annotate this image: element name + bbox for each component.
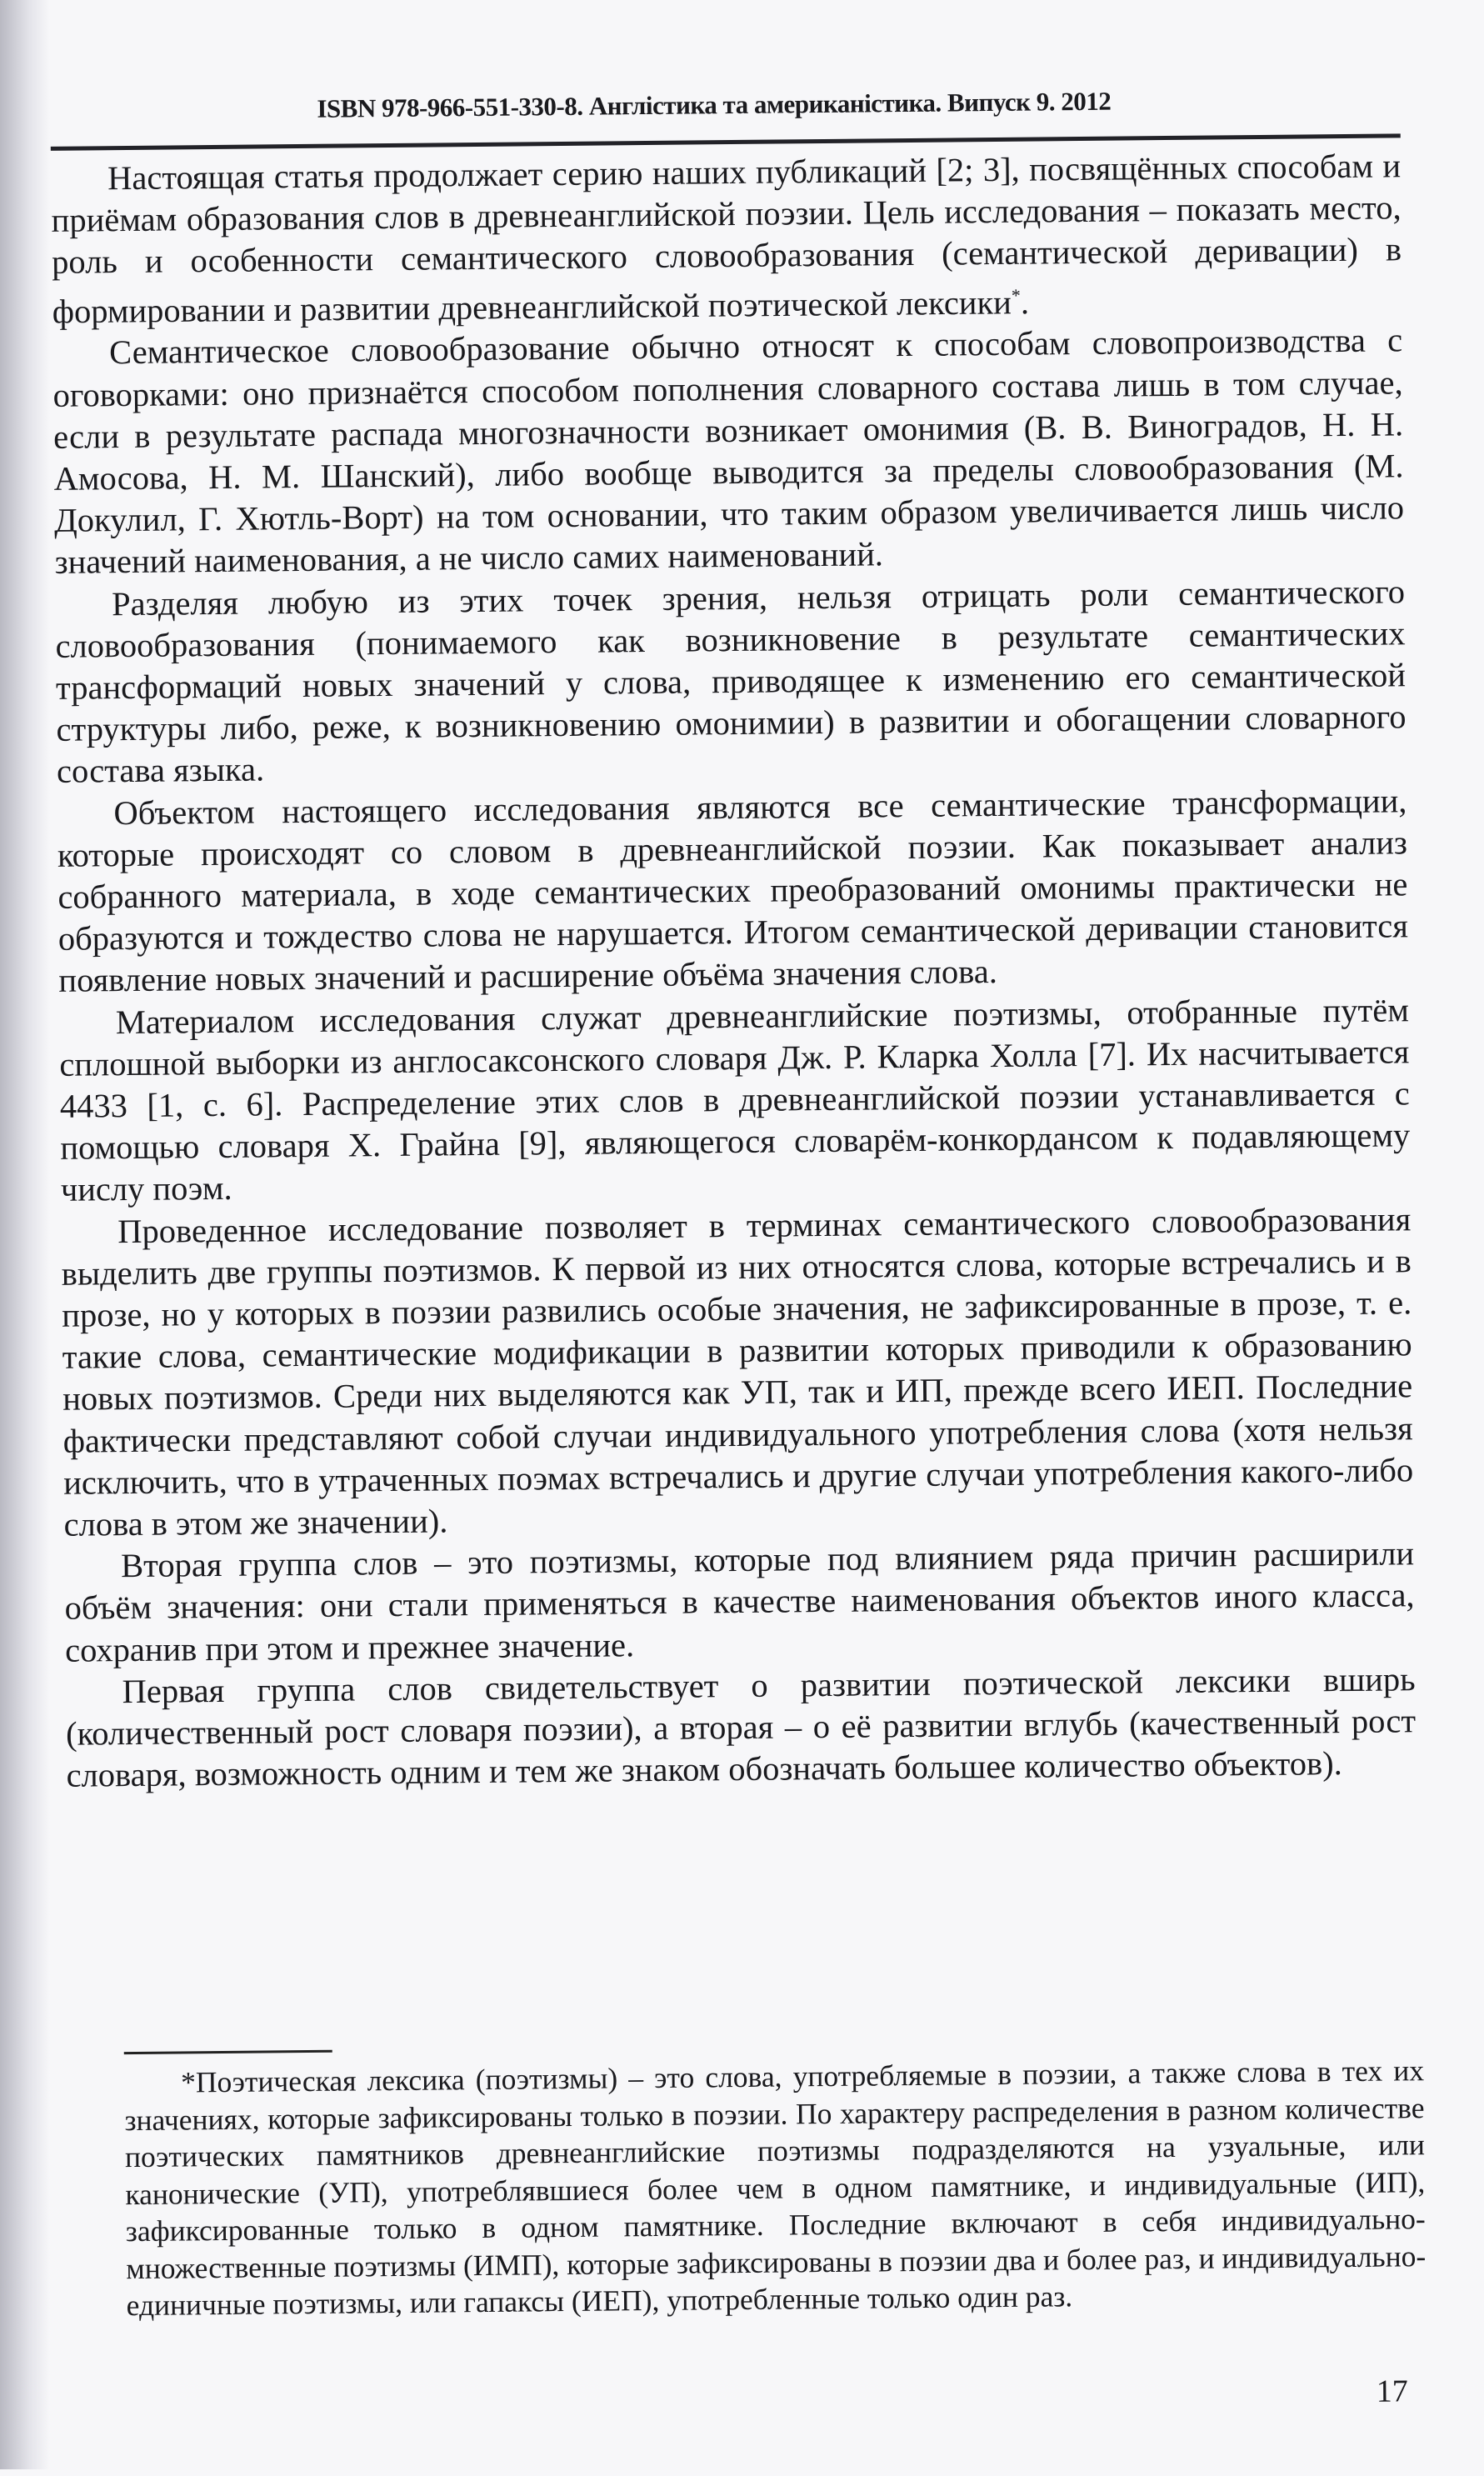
paragraph: Семантическое словообразование обычно относят к способам словопроизводства с оговорками: оно признаётся способом пополнения словарного состава лишь в том случае, если в результате распада многозначности возникает омонимия (В. В. Виноградов, Н. Н. Амосова, Н. М. Шанский), либо вообще выводится за пределы словообразования (М. Докулил, Г. Хютль-Ворт) на том основании, что таким образом увеличивается лишь число значений наименования, а не число самих наименований. — [52, 321, 1405, 582]
paragraph-end: . — [1020, 283, 1030, 321]
page-number: 17 — [1376, 2373, 1408, 2409]
footnote-marker: * — [1011, 284, 1021, 306]
paragraph: Материалом исследования служат древнеанглийские поэтизмы, отобранные путём сплошной выборки из англосаксонского словаря Дж. Р. Кларка Холла [7]. Их насчитывается 4433 [1, с. 6]. Распределение этих слов в древнеанглийской поэзии устанавливается с помощью словаря Х. Грайна [9], являющегося словарём-конкордансом к подавляющему числу поэм. — [59, 990, 1411, 1209]
footnote — [124, 2052, 1427, 2323]
paragraph: Первая группа слов свидетельствует о развитии поэтической лексики вширь (количественный рост словаря поэзии), а вторая – о её развитии вглубь (качественный рост словаря, возможность одним и тем же знаком обозначать большее количество объектов). — [65, 1660, 1417, 1795]
paragraph: Объектом настоящего исследования являются все семантические трансформации, которые происходят со словом в древнеанглийской поэзии. Как показывает анализ собранного материала, в ходе семантических преобразований омонимы практически не образуются и тождество слова не нарушается. Итогом семантической деривации становится появление новых значений и расширение объёма значения слова. — [57, 781, 1409, 1000]
document-page — [49, 0, 1439, 2476]
paragraph-text: Настоящая статья продолжает серию наших публикаций [2; 3], посвящённых способам и приёмам образования слов в древнеанглийской поэзии. Цель исследования – показать место, роль и особенности семантического словообразования (семантической деривации) в формировании и развитии древнеанглийской поэтической лексики — [51, 147, 1402, 330]
article-body — [51, 145, 1417, 1797]
running-head: ISBN 978-966-551-330-8. Англістика та американістика. Випуск 9. 2012 — [317, 86, 1112, 123]
paragraph: Вторая группа слов – это поэтизмы, которые под влиянием ряда причин расширили объём значения: они стали применяться в качестве наименования объектов иного класса, сохранив при этом и прежнее значение. — [64, 1534, 1415, 1669]
footnote-separator — [124, 2050, 332, 2054]
paragraph: Проведенное исследование позволяет в терминах семантического словообразования выделить две группы поэтизмов. К первой из них относятся слова, которые встречались и в прозе, но у которых в поэзии развились особые значения, не зафиксированные в прозе, т. е. такие слова, семантические модификации в развитии которых приводили к образованию новых поэтизмов. Среди них выделяются как УП, так и ИП, прежде всего ИЕП. Последние фактически представляют собой случаи индивидуального употребления слова (хотя нельзя исключить, что в утраченных поэмах встречались и другие случаи употребления какого-либо слова в этом же значении). — [61, 1199, 1414, 1543]
paragraph: Разделяя любую из этих точек зрения, нельзя отрицать роли семантического словообразования (понимаемого как возникновение в результате семантических трансформаций новых значений у слова, приводящее к изменению его семантической структуры либо, реже, к возникновению омонимии) в развитии и обогащении словарного состава языка. — [55, 572, 1407, 791]
scan-edge-shadow — [0, 0, 50, 2469]
footnote-text: *Поэтическая лексика (поэтизмы) – это слова, употребляемые в поэзии, а также слова в тех их значениях, которые зафиксированы только в поэзии. По характеру распределения в разном количестве поэтических памятников древнеанглийские поэтизмы подразделяются на узуальные, или канонические (УП), употреблявшиеся более чем в одном памятнике, и индивидуальные (ИП), зафиксированные только в одном памятнике. Последние включают в себя индивидуально-множественные поэтизмы (ИМП), которые зафиксированы в поэзии два и более раз, и индивидуально-единичные поэтизмы, или гапаксы (ИЕП), употребленные только один раз. — [124, 2053, 1427, 2323]
paragraph — [51, 145, 1402, 333]
